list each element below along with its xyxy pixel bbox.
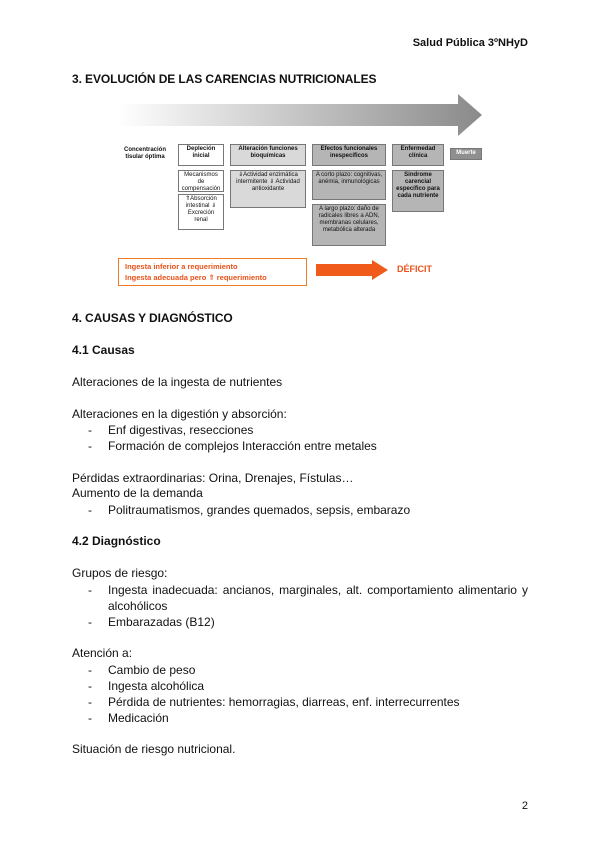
- stage-concentracion: Concentración tisular óptima: [117, 146, 173, 164]
- stage-efectos-corto: A corto plazo: cognitivas, anémia, inmunológicas: [312, 170, 386, 200]
- diagnostico-p2: Atención a:: [72, 646, 133, 660]
- causas-list-1: [88, 422, 377, 454]
- section-3-title: 3. EVOLUCIÓN DE LAS CARENCIAS NUTRICIONALES: [72, 72, 377, 86]
- causas-p4: Aumento de la demanda: [72, 486, 203, 500]
- running-header: Salud Pública 3ºNHyD: [412, 37, 528, 49]
- stage-efectos: Efectos funcionales inespecíficos: [312, 144, 386, 166]
- stage-enfermedad: Enfermedad clínica: [392, 144, 444, 166]
- stage-alteracion: Alteración funciones bioquímicas: [230, 144, 306, 166]
- list-item: - Medicación: [88, 710, 460, 726]
- causas-p2: Alteraciones en la digestión y absorción:: [72, 407, 287, 421]
- causas-list-2: [88, 502, 410, 518]
- list-item: - Formación de complejos Interacción entre metales: [88, 438, 377, 454]
- list-item: - Politraumatismos, grandes quemados, sepsis, embarazo: [88, 502, 410, 518]
- progression-arrow: [118, 94, 482, 136]
- list-item: - Embarazadas (B12): [88, 614, 528, 630]
- list-item: - Enf digestivas, resecciones: [88, 422, 377, 438]
- diagnostico-title: 4.2 Diagnóstico: [72, 534, 161, 548]
- stage-enfermedad-detail: Síndrome carencial específico para cada nutriente: [392, 170, 444, 212]
- causas-p1: Alteraciones de la ingesta de nutrientes: [72, 375, 283, 389]
- stage-deplecion-detail-2: ⇑Absorción intestinal ⇓ Excreción renal: [178, 194, 224, 230]
- stage-deplecion-detail-1: Mecanismos de compensación: [178, 170, 224, 192]
- causas-title: 4.1 Causas: [72, 343, 135, 357]
- diagnostico-p1: Grupos de riesgo:: [72, 566, 168, 580]
- causas-p3: Pérdidas extraordinarias: Orina, Drenajes, Fístulas…: [72, 471, 354, 485]
- deficit-arrow: [316, 260, 388, 280]
- stage-alteracion-detail: ⇓Actividad enzimática intermitente ⇓ Actividad antioxidante: [230, 170, 306, 208]
- list-item: - Ingesta inadecuada: ancianos, marginales, alt. comportamiento alimentario y alcohólicos: [88, 582, 528, 614]
- page-number: 2: [521, 800, 528, 812]
- list-item: - Pérdida de nutrientes: hemorragias, diarreas, enf. interrecurrentes: [88, 694, 460, 710]
- legend-line-2: Ingesta adecuada pero ⇑ requerimiento: [125, 273, 267, 282]
- stage-deplecion: Depleción inicial: [178, 144, 224, 166]
- diagnostico-list-2: [88, 662, 460, 726]
- diagnostico-p3: Situación de riesgo nutricional.: [72, 742, 236, 756]
- stage-efectos-largo: A largo plazo: daño de radicales libres a ADN, membranas celulares, metabólica alterada: [312, 204, 386, 246]
- list-item: - Cambio de peso: [88, 662, 460, 678]
- stage-muerte: Muerte: [450, 148, 482, 160]
- legend-line-1: Ingesta inferior a requerimiento: [125, 262, 238, 271]
- section-4-title: 4. CAUSAS Y DIAGNÓSTICO: [72, 311, 233, 325]
- deficit-label: DÉFICIT: [397, 264, 432, 274]
- diagnostico-list-1: [88, 582, 528, 630]
- intake-legend: [118, 258, 307, 286]
- list-item: - Ingesta alcohólica: [88, 678, 460, 694]
